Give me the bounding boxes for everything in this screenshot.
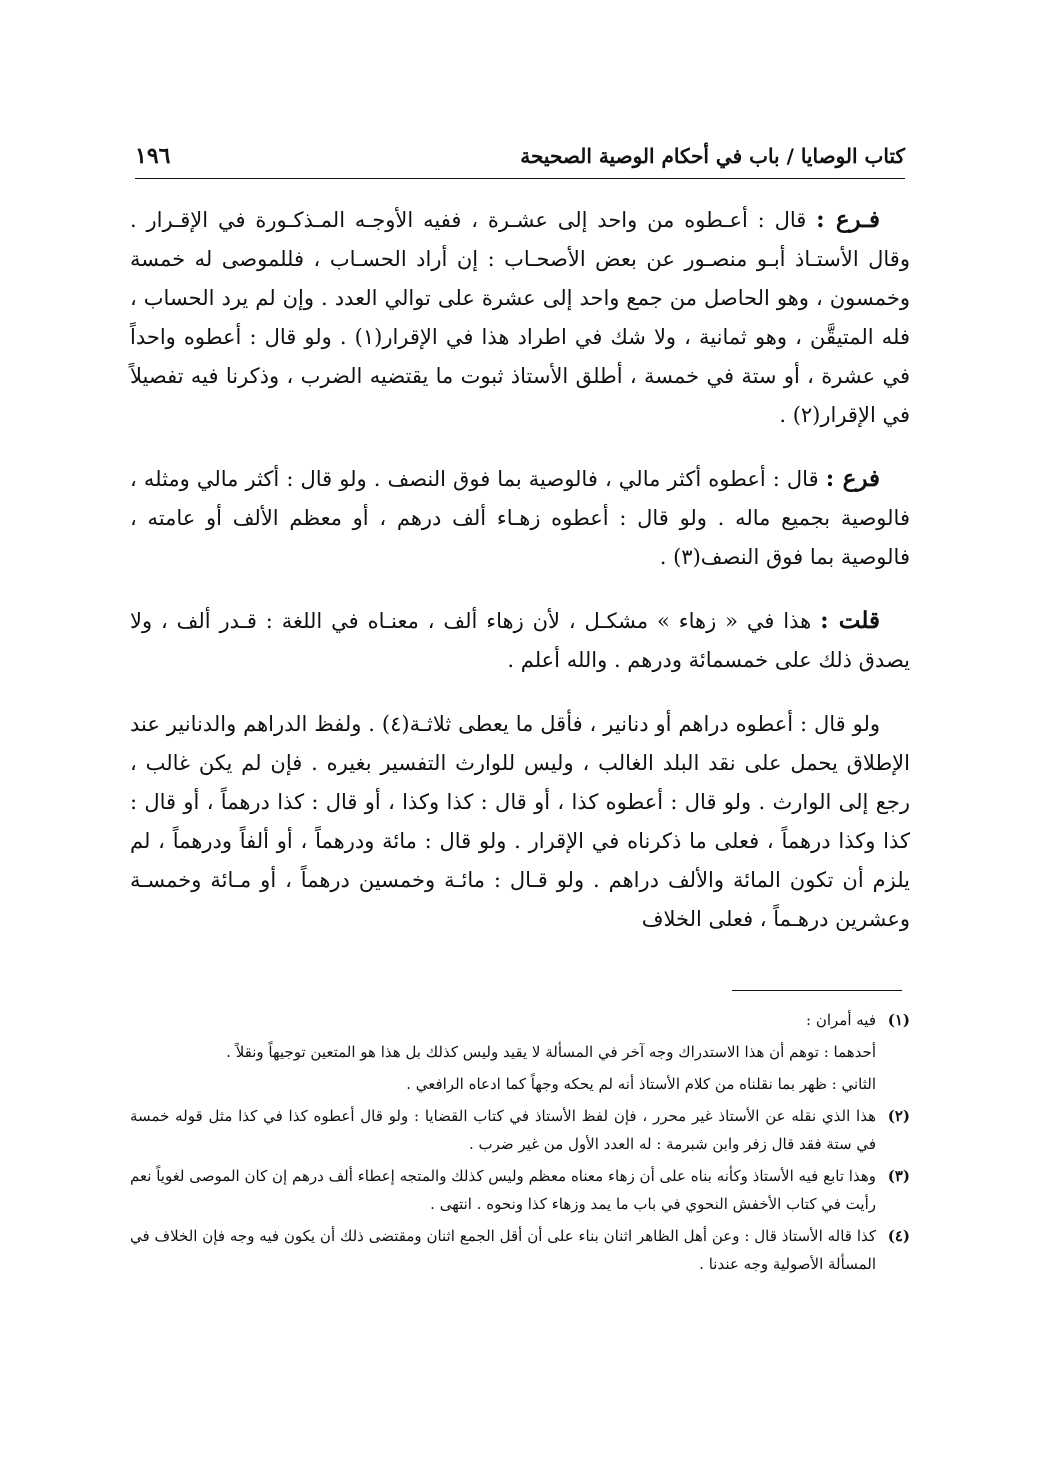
main-text (130, 200, 910, 963)
page-header (135, 140, 905, 176)
footnote-3 (130, 1162, 910, 1218)
paragraph-far-2 (130, 459, 910, 577)
section-keyword: فرع : (825, 465, 881, 492)
section-keyword: فـرع : (816, 206, 880, 233)
paragraph-text: ولو قال : أعطوه دراهم أو دنانير ، فأقل ما يعطى ثلاثـة(٤) . ولفظ الدراهم والدنانير عند الإطلاق يحمل على نقد البلد الغالب ، وليس للوارث التفسير بغيره . فإن لم يكن غالب ، رجع إلى الوارث . ولو قال : أعطوه كذا ، أو قال : كذا وكذا ، أو قال : كذا درهماً ، أو قال : كذا وكذا درهماً ، فعلى ما ذكرناه في الإقرار . ولو قال : مائة ودرهماً ، أو ألفاً ودرهماً ، لم يلزم أن تكون المائة والألف دراهم . ولو قـال : مائـة وخمسين درهماً ، أو مـائة وخمسـة وعشرين درهـماً ، فعلى الخلاف (130, 712, 910, 931)
footnote-number: (١) (887, 1011, 910, 1029)
footnote-divider (732, 990, 902, 991)
section-keyword: قلت : (820, 607, 880, 634)
paragraph-qultu (130, 601, 910, 680)
footnote-text: كذا قاله الأستاذ قال : وعن أهل الظاهر اثنان بناء على أن أقل الجمع اثنان ومقتضى ذلك أن يكون فيه وجه فإن الخلاف في المسألة الأصولية وجه عندنا . (130, 1227, 876, 1273)
paragraph-text: هذا في « زهاء » مشكـل ، لأن زهاء ألف ، معنـاه في اللغة : قـدر ألف ، ولا يصدق ذلك على خمسمائة ودرهم . والله أعلم . (130, 609, 910, 672)
header-divider (135, 178, 905, 179)
footnote-text: وهذا تابع فيه الأستاذ وكأنه بناه على أن زهاء معناه معظم وليس كذلك والمتجه إعطاء ألف درهم إن كان الموصى لغوياً نعم رأيت في كتاب الأخفش النحوي في باب ما يمد وزهاء كذا ونحوه . انتهى . (130, 1167, 876, 1213)
footnote-number: (٤) (887, 1227, 910, 1245)
paragraph-text: قال : أعطوه أكثر مالي ، فالوصية بما فوق النصف . ولو قال : أكثر مالي ومثله ، فالوصية بجميع ماله . ولو قال : أعطوه زهـاء ألف درهم ، أو معظم الألف أو عامته ، فالوصية بما فوق النصف(٣) . (130, 467, 910, 569)
running-title: كتاب الوصايا / باب في أحكام الوصية الصحيحة (520, 144, 905, 168)
footnote-1 (130, 1006, 910, 1098)
paragraph-text: قال : أعـطوه من واحد إلى عشـرة ، ففيه الأوجـه المـذكـورة في الإقـرار . وقال الأستـاذ أبـو منصـور عن بعض الأصحـاب : إن أراد الحسـاب ، فللموصى له خمسة وخمسون ، وهو الحاصل من جمع واحد إلى عشرة على توالي العدد . وإن لم يرد الحساب ، فله المتيقَّن ، وهو ثمانية ، ولا شك في اطراد هذا في الإقرار(١) . ولو قال : أعطوه واحداً في عشرة ، أو ستة في خمسة ، أطلق الأستاذ ثبوت ما يقتضيه الضرب ، وذكرنا فيه تفصيلاً في الإقرار(٢) . (130, 208, 910, 427)
paragraph-dirham (130, 704, 910, 939)
footnotes (130, 1006, 910, 1282)
footnote-subitem: الثاني : ظهر بما نقلناه من كلام الأستاذ أنه لم يحكه وجهاً كما ادعاه الرافعي . (406, 1075, 876, 1093)
page-number: ١٩٦ (135, 143, 171, 169)
footnote-2 (130, 1102, 910, 1158)
paragraph-far-1 (130, 200, 910, 435)
footnote-subitem: أحدهما : توهم أن هذا الاستدراك وجه آخر في المسألة لا يقيد وليس كذلك بل هذا هو المتعين توجيهاً ونقلاً . (226, 1043, 876, 1061)
footnote-4 (130, 1222, 910, 1278)
footnote-number: (٣) (887, 1167, 910, 1185)
footnote-text: فيه أمران : (806, 1011, 876, 1029)
footnote-text: هذا الذي نقله عن الأستاذ غير محرر ، فإن لفظ الأستاذ في كتاب القضايا : ولو قال أعطوه كذا في كذا مثل قوله خمسة في ستة فقد قال زفر وابن شبرمة : له العدد الأول من غير ضرب . (130, 1107, 876, 1153)
footnote-number: (٢) (887, 1107, 910, 1125)
